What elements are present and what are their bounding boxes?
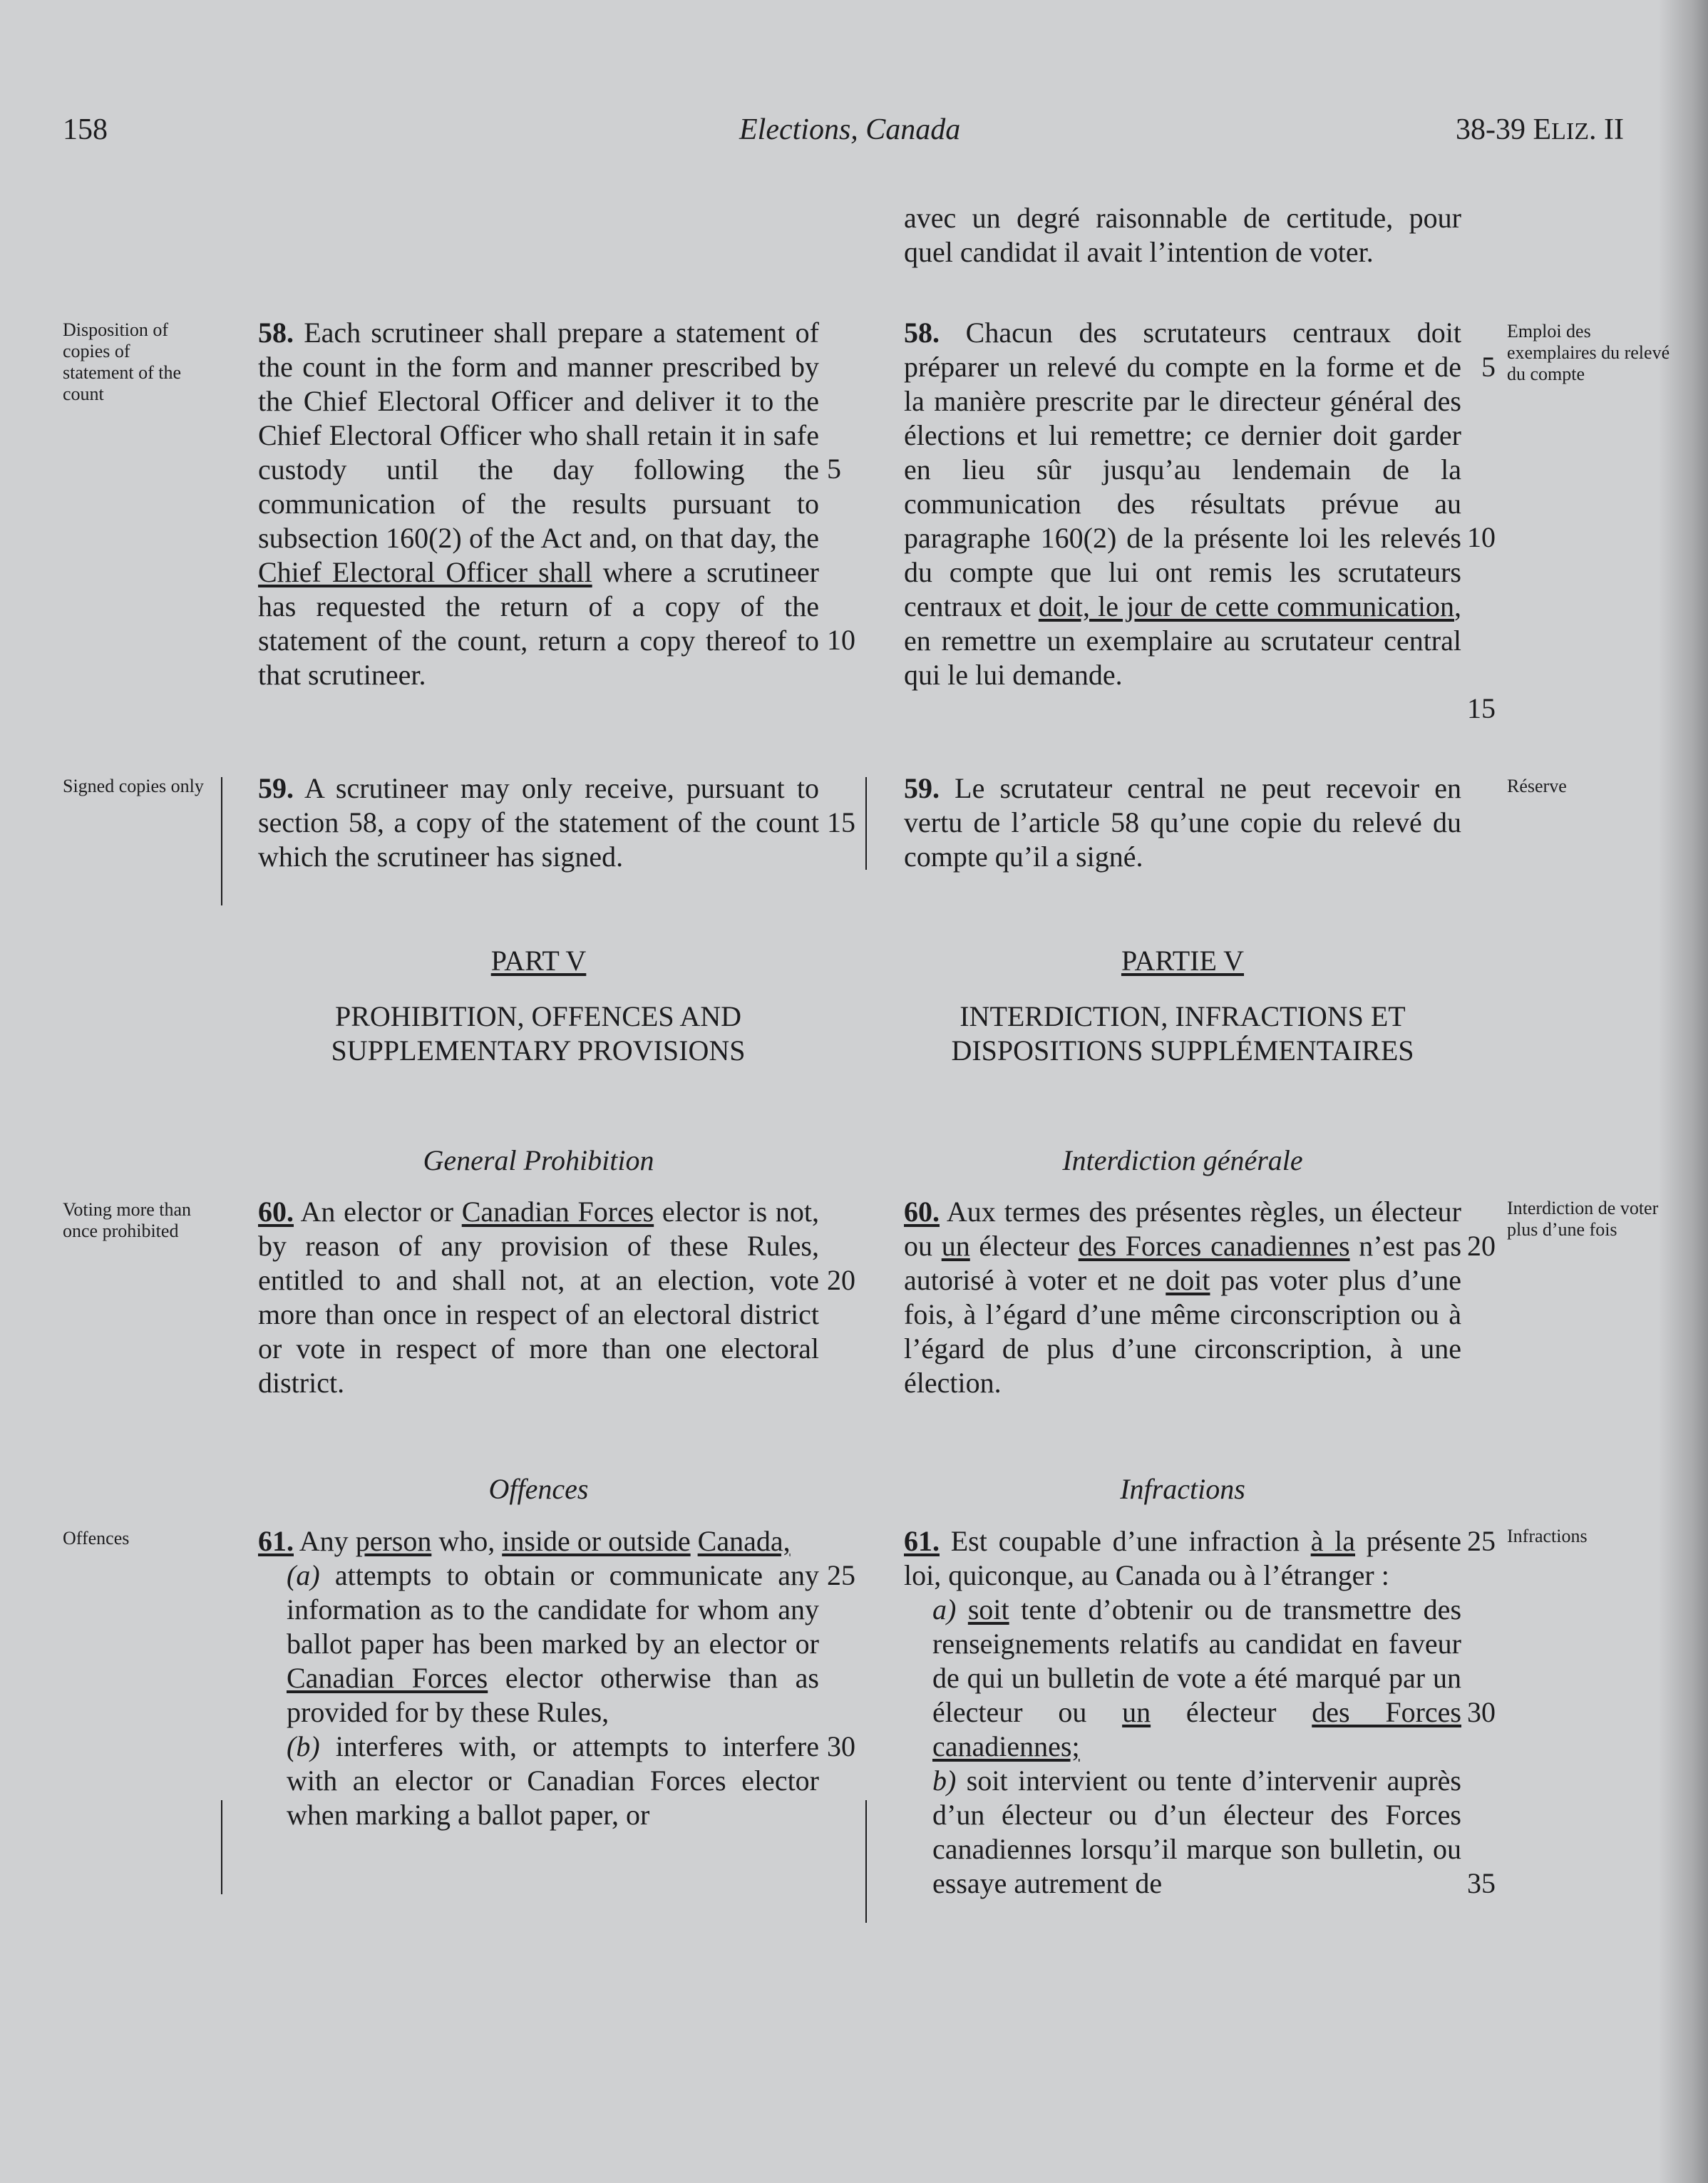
session-reference: 38-39 ELIZ. II	[1456, 113, 1624, 146]
line-number: 10	[827, 624, 855, 656]
heading-general-prohibition: General Prohibition	[423, 1144, 654, 1176]
part-title-fr: INTERDICTION, INFRACTIONS ET DISPOSITIONS SUPPLÉMENTAIRES	[951, 1000, 1414, 1067]
section-number: 58.	[258, 317, 294, 349]
running-title: Elections, Canada	[739, 113, 961, 146]
section-58-en: 58. Each scrutineer shall prepare a statement of the count in the form and manner prescribed by the Chief Electoral Officer and deliver it to the Chief Electoral Officer who shall retain it in safe custody until the day following the communication of the results pursuant to subsection 160(2) of the Act and, on that day, the Chief Electoral Officer shall where a scrutineer has requested the return of a copy of the statement of the count, return a copy thereof to that scrutineer.	[258, 317, 820, 691]
line-number: 30	[1467, 1696, 1496, 1728]
line-number: 20	[827, 1264, 855, 1296]
section-58-fr: 58. Chacun des scrutateurs centraux doit préparer un relevé du compte en la forme et de la manière prescrite par le directeur général des élections et lui remettre; ce dernier doit garder en lieu sûr jusqu’au lendemain de la communication des résultats prévue au paragraphe 160(2) de la présente loi les relevés du compte que lui ont remis les scrutateurs centraux et doit, le jour de cette communication, en remettre un exemplaire au scrutateur central qui le lui demande.	[904, 317, 1462, 691]
line-number: 10	[1467, 521, 1496, 553]
line-number: 20	[1467, 1230, 1496, 1262]
section-61-en: 61. Any person who, inside or outside Canada, (a) attempts to obtain or communicate any information as to the candidate for whom any ballot paper has been marked by an elector or Canadian Forces elector otherwise than as provided for by these Rules, (b) interferes with, or attempts to interfere with an elector or Canadian Forces elector when marking a ballot paper, or	[258, 1525, 819, 1831]
change-bar	[221, 777, 222, 905]
line-number: 15	[1467, 692, 1496, 724]
section-60-fr: 60. Aux termes des présentes règles, un électeur ou un électeur des Forces canadiennes n’est pas autorisé à voter et ne doit pas voter plus d’une fois, à l’égard d’une même circonscription ou à l’égard de plus d’une circonscription, à une élection.	[904, 1196, 1462, 1399]
margin-note-61-fr: Infractions	[1507, 1526, 1588, 1546]
section-number: 58.	[904, 317, 940, 349]
section-number: 60.	[904, 1196, 940, 1228]
section-number: 59.	[258, 772, 294, 804]
margin-note-59-fr: Réserve	[1507, 776, 1567, 796]
line-number: 25	[1467, 1525, 1496, 1557]
section-number: 59.	[904, 772, 940, 804]
section-59-en: 59. A scrutineer may only receive, pursuant to section 58, a copy of the statement of the count which the scrutineer has signed.	[258, 772, 819, 873]
margin-note-60-fr: Interdiction de voter plus d’une fois	[1507, 1198, 1659, 1240]
heading-offences: Offences	[488, 1473, 589, 1505]
part-label-en: PART V	[490, 945, 587, 977]
line-number: 15	[827, 806, 855, 838]
margin-note-61-en: Offences	[63, 1528, 130, 1548]
line-number: 25	[827, 1559, 855, 1591]
line-number: 30	[827, 1730, 855, 1762]
change-bar	[221, 1800, 222, 1894]
margin-note-58-en: Disposition of copies of statement of the count	[63, 319, 182, 404]
margin-note-58-fr: Emploi des exemplaires du relevé du compte	[1507, 321, 1670, 384]
line-number: 35	[1467, 1867, 1496, 1899]
heading-infractions: Infractions	[1120, 1473, 1245, 1505]
section-61-fr: 61. Est coupable d’une infraction à la présente loi, quiconque, au Canada ou à l’étranger : a) soit tente d’obtenir ou de transmettre des renseignements relatifs au candidat en faveur de qui un bulletin de vote a été marqué par un électeur ou un électeur des Forces canadiennes; b) soit intervient ou tente d’intervenir auprès d’un électeur ou d’un électeur des Forces canadiennes lorsqu’il marque son bulletin, ou essaye autrement de	[904, 1525, 1462, 1899]
section-59-fr: 59. Le scrutateur central ne peut recevoir en vertu de l’article 58 qu’une copie du relevé du compte qu’il a signé.	[904, 772, 1461, 873]
section-number: 61.	[904, 1525, 940, 1557]
margin-note-60-en: Voting more than once prohibited	[63, 1199, 192, 1241]
change-bar	[865, 777, 867, 870]
heading-interdiction-generale: Interdiction générale	[1062, 1144, 1303, 1176]
margin-note-59-en: Signed copies only	[63, 776, 204, 796]
part-title-en: PROHIBITION, OFFENCES AND SUPPLEMENTARY PROVISIONS	[331, 1000, 746, 1067]
line-number: 5	[1481, 351, 1496, 383]
carryover-text-fr: avec un degré raisonnable de certitude, pour quel candidat il avait l’intention de voter.	[904, 202, 1461, 268]
change-bar	[865, 1800, 867, 1923]
part-label-fr: PARTIE V	[1121, 945, 1245, 977]
section-number: 61.	[258, 1525, 294, 1557]
line-number: 5	[827, 453, 841, 485]
page-number: 158	[63, 113, 108, 146]
section-number: 60.	[258, 1196, 294, 1228]
section-60-en: 60. An elector or Canadian Forces elector is not, by reason of any provision of these Rules, entitled to and shall not, at an election, vote more than once in respect of an electoral district or vote in respect of more than one electoral district.	[258, 1196, 819, 1399]
